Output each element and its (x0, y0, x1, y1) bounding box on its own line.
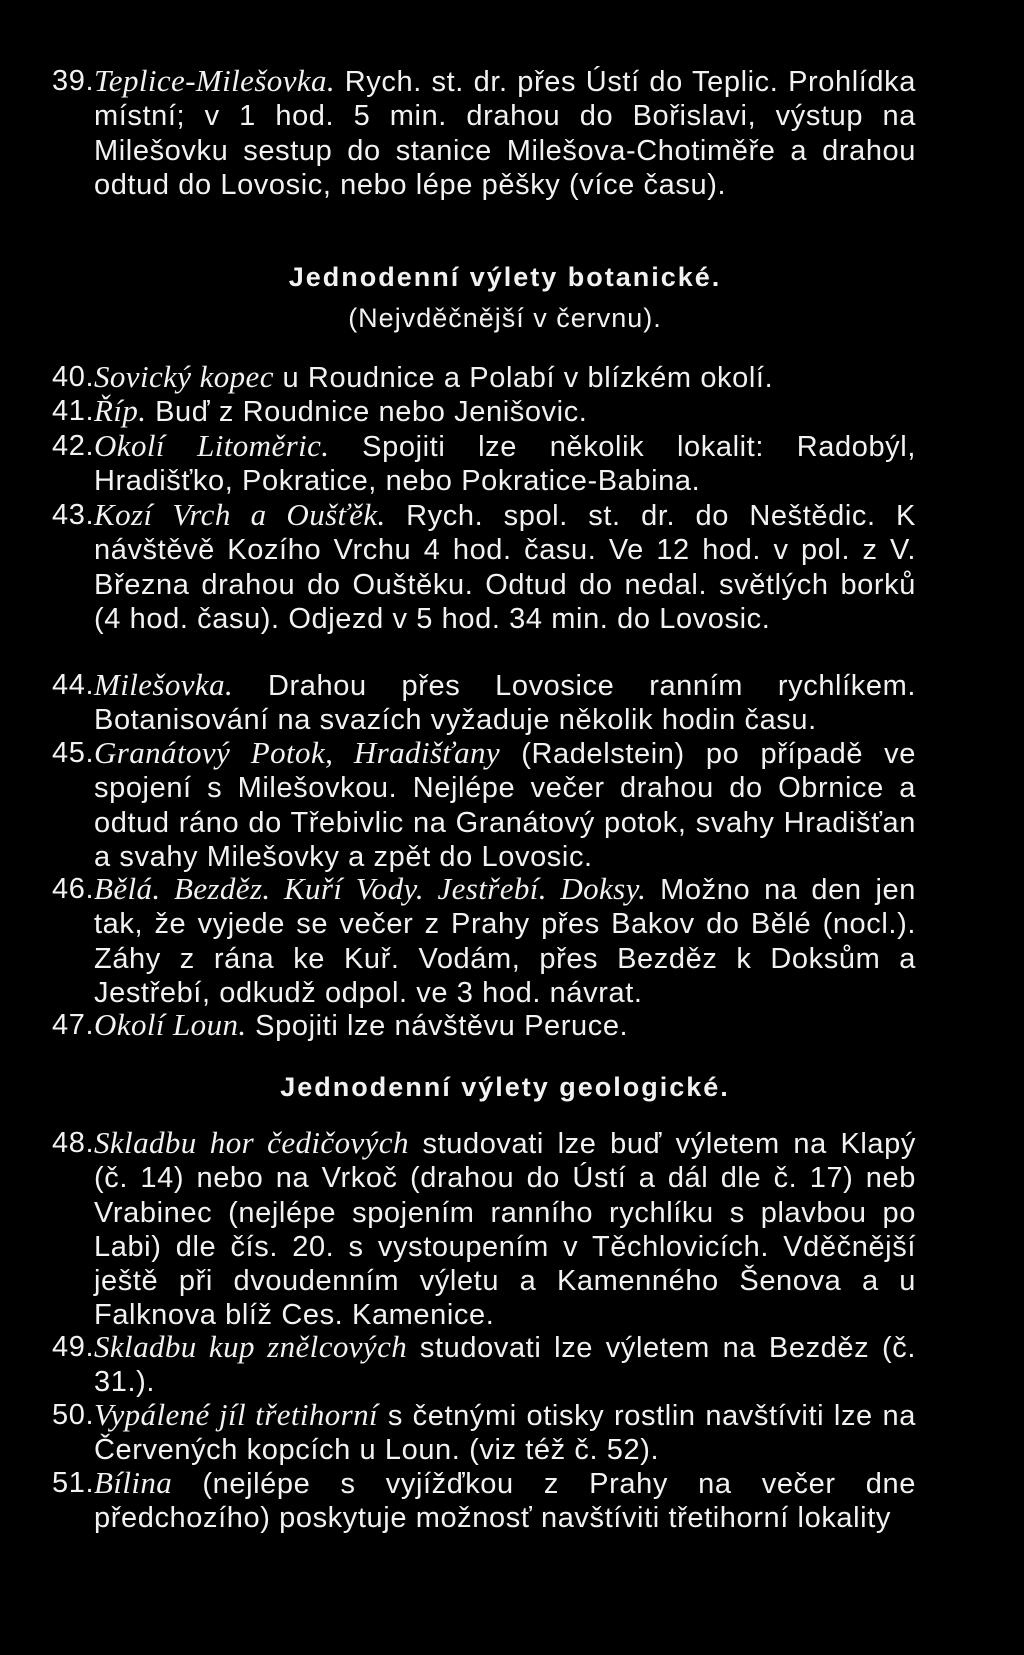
entry-number: 45. (52, 737, 95, 769)
entry-text: Spojiti lze návštěvu Peruce. (246, 1010, 629, 1042)
entry-text: Rych. spol. st. dr. do Neštědic. K návštěvě Kozího Vrchu 4 hod. času. Ve 12 hod. v pol. z V. Března drahou do Ouštěku. Odtud do nedal. světlých borků (4 hod. času). Odjezd v 5 hod. 34 min. do Lovosic. (94, 500, 916, 635)
entry (52, 667, 916, 738)
entry-number: 51. (52, 1467, 95, 1499)
section-heading: Jednodenní výlety geologické. (280, 1072, 730, 1102)
entry-title: Skladbu hor čedičových (94, 1125, 409, 1160)
entry-title: Teplice-Milešovka. (94, 63, 336, 98)
entry-46 (52, 871, 916, 1010)
entry-50 (52, 1397, 916, 1468)
entry-title: Bělá. Bezděz. Kuří Vody. Jestřebí. Doksy. (94, 871, 647, 906)
entry (52, 428, 916, 499)
entry-49 (52, 1329, 917, 1400)
section-heading: Jednodenní výlety botanické. (288, 262, 722, 292)
entry-number: 42. (52, 430, 95, 462)
entry-text: Drahou přes Lovosice ranním rychlíkem. Botanisování na svazích vyžaduje několik hodin času. (94, 670, 916, 737)
entry-title: Milešovka. (94, 667, 234, 702)
entry-title: Okolí Loun. (94, 1007, 247, 1042)
entry (52, 1007, 916, 1043)
entry-number: 40. (52, 361, 95, 393)
entry-text: Možno na den jen tak, že vyjede se večer z Prahy přes Bakov do Bělé (nocl.). Záhy z rána ke Kuř. Vodám, přes Bezděz k Doksům a Jestřebí, odkudž odpol. ve 3 hod. návrat. (94, 874, 916, 1009)
geological-section (94, 1072, 916, 1103)
entry (52, 1465, 916, 1536)
botanical-section (94, 262, 916, 334)
entry-title: Vypálené jíl třetihorní (94, 1397, 379, 1432)
entry (52, 735, 917, 874)
entry-42 (52, 428, 916, 499)
entry-text: Buď z Roudnice nebo Jenišovic. (146, 396, 588, 428)
entry-title: Říp. (94, 393, 147, 428)
entry (52, 393, 916, 429)
entry-number: 48. (52, 1127, 95, 1159)
section-subheading: (Nejvděčnější v červnu). (348, 303, 662, 333)
entry-text: (nejlépe s vyjížďkou z Prahy na večer dne předchozího) poskytuje možnosť navštíviti třetihorní lokality (94, 1468, 916, 1535)
entry-number: 49. (52, 1331, 95, 1363)
entry-title: Okolí Litoměric. (94, 428, 330, 463)
entry-41 (52, 393, 916, 429)
entry-title: Sovický kopec (94, 359, 274, 394)
entry (52, 63, 916, 202)
entry-text: u Roudnice a Polabí v blízkém okolí. (273, 362, 774, 394)
entry-text: studovati lze buď výletem na Klapý (č. 14) nebo na Vrkoč (drahou do Ústí a dál dle č. 17) neb Vrabinec (nejlépe spojením ranního rychlíku s plavbou po Labi) dle čís. 20. s vystoupením v Těchlovicích. Vděčnější ještě při dvoudenním výletu a Kamenného Šenova a u Falknova blíž Ces. Kamenice. (94, 1128, 916, 1332)
entry-title: Granátový Potok, Hradišťany (94, 735, 501, 770)
entry-47 (52, 1007, 916, 1043)
entry-number: 43. (52, 499, 95, 531)
entry-title: Kozí Vrch a Oušťěk. (94, 497, 386, 532)
entry (52, 1125, 916, 1333)
entry-title: Skladbu kup znělcových (94, 1329, 408, 1364)
entry-text: s četnými otisky rostlin navštíviti lze na Červených kopcích u Loun. (viz též č. 52). (94, 1400, 916, 1467)
entry-number: 44. (52, 669, 95, 701)
entry-44 (52, 667, 916, 738)
entry-number: 46. (52, 873, 95, 905)
entry-title: Bílina (94, 1465, 173, 1500)
entry (52, 1329, 917, 1400)
entry (52, 359, 916, 395)
entry-45 (52, 735, 917, 874)
entry-40 (52, 359, 916, 395)
entry-text: Spojiti lze několik lokalit: Radobýl, Hradišťko, Pokratice, nebo Pokratice-Babina. (94, 431, 916, 498)
entry-number: 47. (52, 1009, 95, 1041)
entry-text: Rych. st. dr. přes Ústí do Teplic. Prohlídka místní; v 1 hod. 5 min. drahou do Bořislavi, výstup na Milešovku sestup do stanice Milešova-Chotiměře a drahou odtud do Lovosic, nebo lépe pěšky (více času). (94, 66, 916, 201)
entry-48 (52, 1125, 916, 1333)
entry-text: studovati lze výletem na Bezděz (č. 31.). (94, 1332, 917, 1399)
entry (52, 871, 916, 1010)
entry (52, 497, 916, 636)
entry-number: 50. (52, 1399, 95, 1431)
entry-number: 39. (52, 65, 95, 97)
entry-43 (52, 497, 916, 636)
entry-number: 41. (52, 395, 95, 427)
entry-text: (Radelstein) po případě ve spojení s Milešovkou. Nejlépe večer drahou do Obrnice a odtud ráno do Třebivlic na Granátový potok, svahy Hradišťan a svahy Milešovky a zpět do Lovosic. (94, 738, 917, 873)
entry-51 (52, 1465, 916, 1536)
entry-39 (52, 63, 916, 202)
entry (52, 1397, 916, 1468)
